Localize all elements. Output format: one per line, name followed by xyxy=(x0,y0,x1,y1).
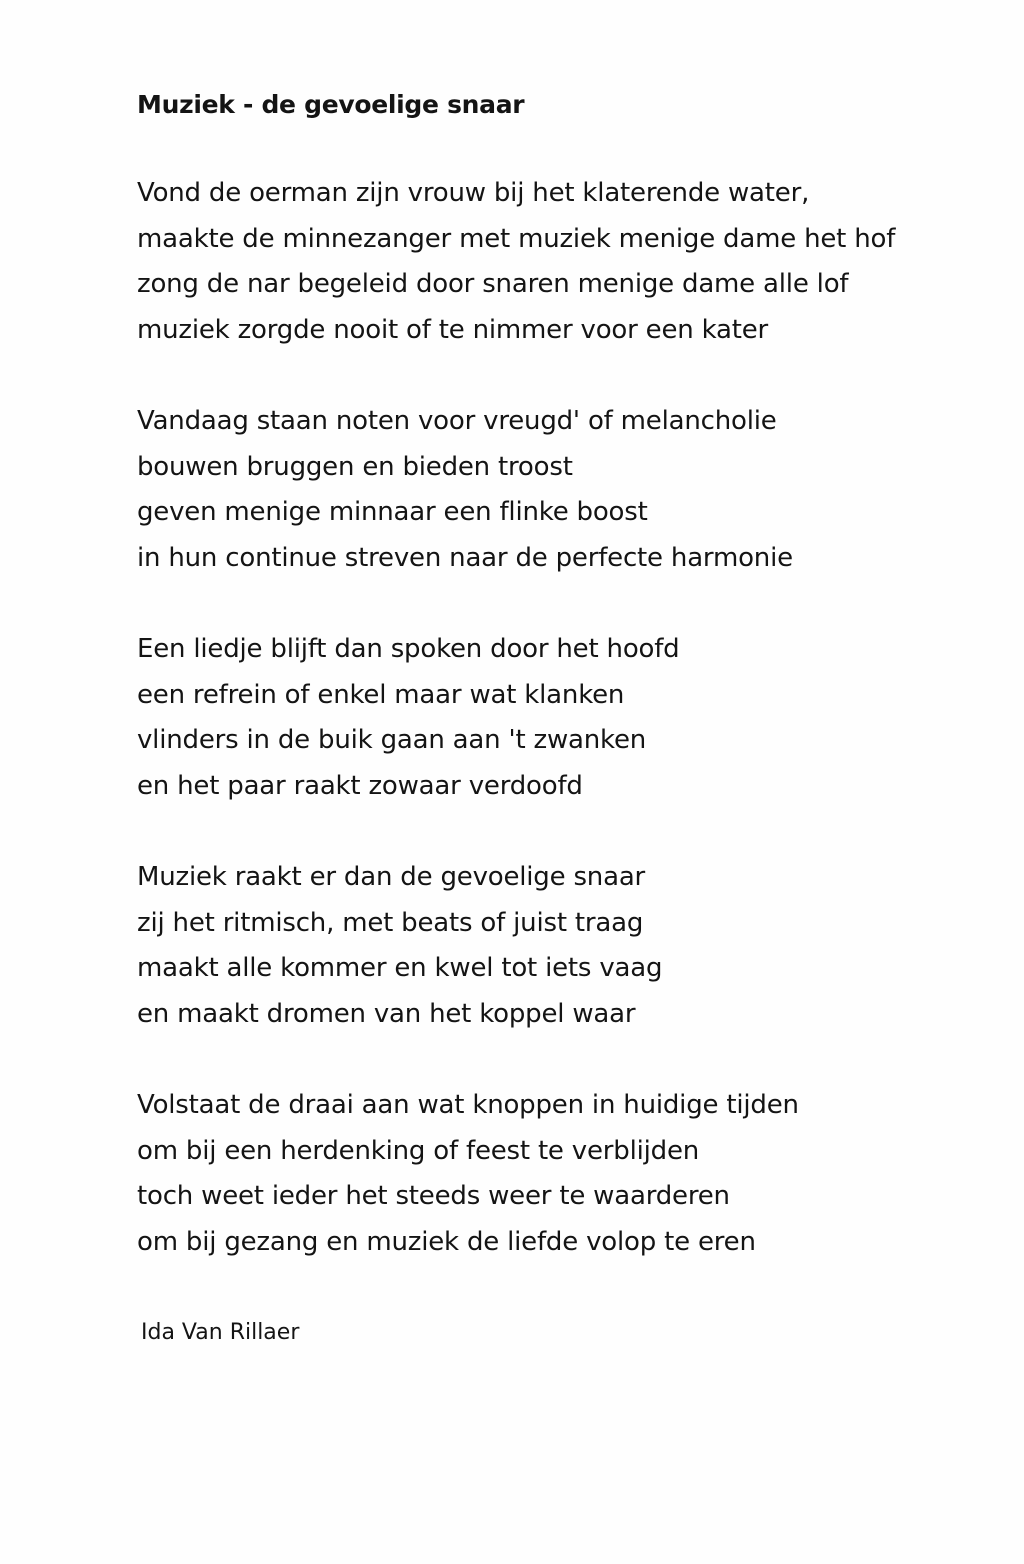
poem-line: geven menige minnaar een flinke boost xyxy=(137,497,648,527)
stanza-1 xyxy=(137,171,895,353)
poem-line: zong de nar begeleid door snaren menige dame alle lof xyxy=(137,269,849,299)
poem-line: toch weet ieder het steeds weer te waarderen xyxy=(137,1181,730,1211)
poem-line: maakt alle kommer en kwel tot iets vaag xyxy=(137,953,663,983)
stanza-3 xyxy=(137,627,895,809)
poem-line: vlinders in de buik gaan aan 't zwanken xyxy=(137,725,647,755)
poem-line: zij het ritmisch, met beats of juist traag xyxy=(137,907,644,938)
poem-line: Muziek raakt er dan de gevoelige snaar xyxy=(137,862,646,892)
poem-line: een refrein of enkel maar wat klanken xyxy=(137,679,625,710)
stanza-2 xyxy=(137,399,895,581)
poem-line: Vandaag staan noten voor vreugd' of melancholie xyxy=(137,406,777,436)
poem-author: Ida Van Rillaer xyxy=(141,1320,300,1345)
poem-title: Muziek - de gevoelige snaar xyxy=(137,90,525,119)
poem-line: muziek zorgde nooit of te nimmer voor een kater xyxy=(137,314,769,345)
stanza-5 xyxy=(137,1083,895,1265)
poem-line: Volstaat de draai aan wat knoppen in huidige tijden xyxy=(137,1090,799,1120)
poem-line: in hun continue streven naar de perfecte harmonie xyxy=(137,542,793,573)
poem-line: maakte de minnezanger met muziek menige dame het hof xyxy=(137,223,896,254)
stanza-4 xyxy=(137,855,895,1037)
poem-line: en het paar raakt zowaar verdoofd xyxy=(137,770,583,801)
poem-line: Vond de oerman zijn vrouw bij het klaterende water, xyxy=(137,178,810,208)
poem-line: om bij een herdenking of feest te verblijden xyxy=(137,1135,700,1166)
poem-line: bouwen bruggen en bieden troost xyxy=(137,451,573,482)
poem-line: Een liedje blijft dan spoken door het hoofd xyxy=(137,634,680,664)
poem-body xyxy=(137,171,895,1311)
poem-line: om bij gezang en muziek de liefde volop te eren xyxy=(137,1226,756,1257)
poem-line: en maakt dromen van het koppel waar xyxy=(137,998,636,1029)
